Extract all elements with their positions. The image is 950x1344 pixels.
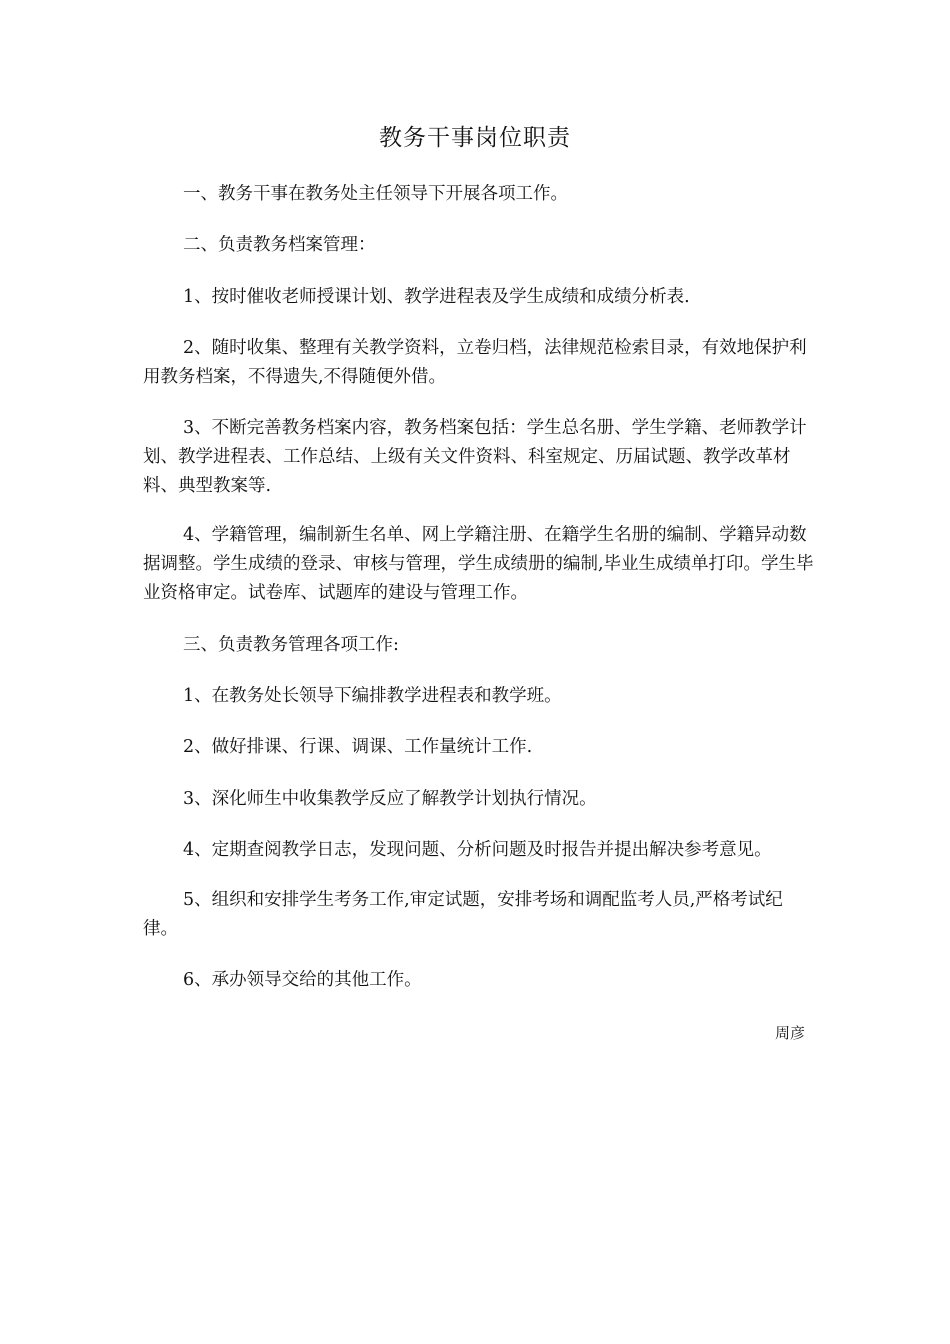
paragraph-11: 4、定期查阅教学日志，发现问题、分析问题及时报告并提出解决参考意见。 xyxy=(183,840,772,860)
paragraph-4: 2、随时收集、整理有关教学资料，立卷归档，法律规范检索目录，有效地保护利用教务档案，不得遗失,不得随便外借。 xyxy=(143,338,807,387)
paragraph-1: 一、教务干事在教务处主任领导下开展各项工作。 xyxy=(183,184,568,204)
document-title: 教务干事岗位职责 xyxy=(379,125,571,151)
paragraph-9: 2、做好排课、行课、调课、工作量统计工作. xyxy=(183,737,533,757)
paragraph-8: 1、在教务处长领导下编排教学进程表和教学班。 xyxy=(183,686,562,706)
paragraph-10: 3、深化师生中收集教学反应了解教学计划执行情况。 xyxy=(183,789,597,809)
signature: 周彦 xyxy=(774,1024,805,1042)
paragraph-7: 三、负责教务管理各项工作: xyxy=(183,635,399,655)
paragraph-2: 二、负责教务档案管理： xyxy=(183,235,376,255)
paragraph-3: 1、按时催收老师授课计划、教学进程表及学生成绩和成绩分析表. xyxy=(183,287,690,307)
paragraph-6: 4、学籍管理，编制新生名单、网上学籍注册、在籍学生名册的编制、学籍异动数据调整。学生成绩的登录、审核与管理，学生成绩册的编制,毕业生成绩单打印。学生毕业资格审定。试卷库、试题库的建设与管理工作。 xyxy=(143,525,814,603)
paragraph-13: 6、承办领导交给的其他工作。 xyxy=(183,970,422,990)
paragraph-5: 3、不断完善教务档案内容，教务档案包括：学生总名册、学生学籍、老师教学计划、教学进程表、工作总结、上级有关文件资料、科室规定、历届试题、教学改革材料、典型教案等. xyxy=(143,418,807,496)
paragraph-12: 5、组织和安排学生考务工作,审定试题，安排考场和调配监考人员,严格考试纪律。 xyxy=(143,890,783,939)
